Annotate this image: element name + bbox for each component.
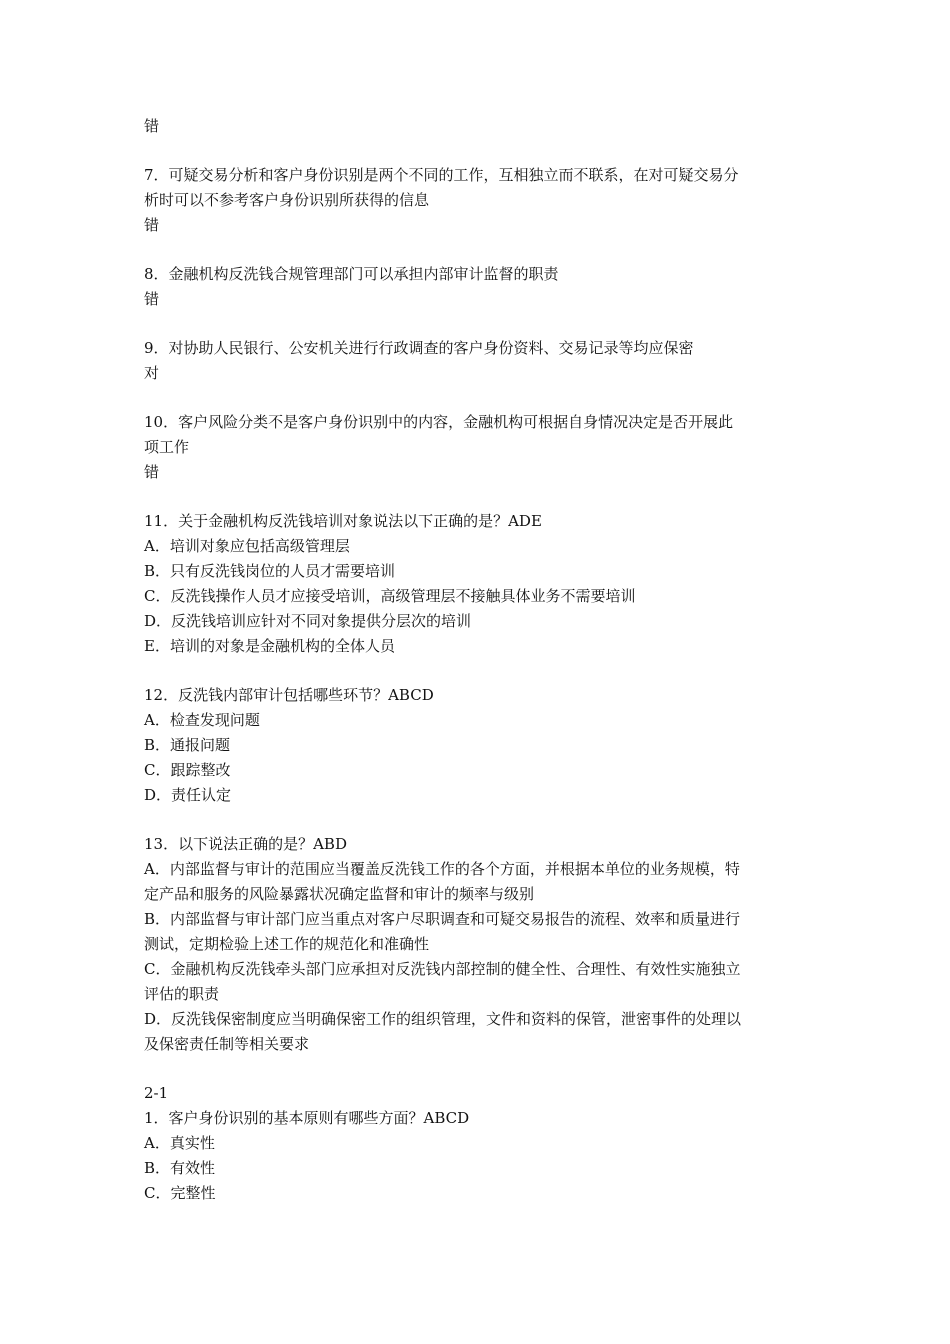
question-text: 11．关于金融机构反洗钱培训对象说法以下正确的是？ADE	[144, 512, 542, 530]
option-b: B．内部监督与审计部门应当重点对客户尽职调查和可疑交易报告的流程、效率和质量进行	[144, 910, 741, 928]
option-d: D．责任认定	[144, 786, 232, 804]
option-b: B．通报问题	[144, 736, 231, 754]
answer-block	[144, 114, 812, 139]
option-a: A．内部监督与审计的范围应当覆盖反洗钱工作的各个方面，并根据本单位的业务规模，特	[144, 860, 740, 878]
question-text: 9．对协助人民银行、公安机关进行行政调查的客户身份资料、交易记录等均应保密	[144, 339, 694, 357]
option-c-continued: 评估的职责	[144, 985, 220, 1003]
option-d: D．反洗钱保密制度应当明确保密工作的组织管理，文件和资料的保管，泄密事件的处理以	[144, 1010, 742, 1028]
answer-text: 错	[144, 463, 160, 481]
question-text: 10．客户风险分类不是客户身份识别中的内容，金融机构可根据自身情况决定是否开展此	[144, 413, 734, 431]
answer-text: 对	[144, 364, 160, 382]
option-b-continued: 测试，定期检验上述工作的规范化和准确性	[144, 935, 430, 953]
answer-text: 错	[144, 290, 160, 308]
option-b: B．只有反洗钱岗位的人员才需要培训	[144, 562, 396, 580]
option-c: C．金融机构反洗钱牵头部门应承担对反洗钱内部控制的健全性、合理性、有效性实施独立	[144, 960, 741, 978]
option-e: E．培训的对象是金融机构的全体人员	[144, 637, 395, 655]
question-9	[144, 336, 812, 386]
option-b: B．有效性	[144, 1159, 216, 1177]
question-10	[144, 410, 812, 485]
option-a-continued: 定产品和服务的风险暴露状况确定监督和审计的频率与级别	[144, 885, 535, 903]
question-12	[144, 683, 812, 808]
question-11	[144, 509, 812, 659]
section-2-1	[144, 1081, 812, 1206]
document-page	[144, 114, 812, 1206]
question-text: 项工作	[144, 438, 190, 456]
option-c: C．跟踪整改	[144, 761, 231, 779]
option-c: C．反洗钱操作人员才应接受培训，高级管理层不接触具体业务不需要培训	[144, 587, 636, 605]
question-text: 1．客户身份识别的基本原则有哪些方面？ABCD	[144, 1109, 470, 1127]
option-a: A．培训对象应包括高级管理层	[144, 537, 350, 555]
option-a: A．真实性	[144, 1134, 215, 1152]
question-text: 12．反洗钱内部审计包括哪些环节？ABCD	[144, 686, 434, 704]
answer-text: 错	[144, 117, 160, 135]
option-a: A．检查发现问题	[144, 711, 260, 729]
question-text: 7．可疑交易分析和客户身份识别是两个不同的工作，互相独立而不联系，在对可疑交易分	[144, 166, 739, 184]
question-text: 析时可以不参考客户身份识别所获得的信息	[144, 191, 430, 209]
option-c: C．完整性	[144, 1184, 216, 1202]
question-text: 8．金融机构反洗钱合规管理部门可以承担内部审计监督的职责	[144, 265, 559, 283]
answer-text: 错	[144, 216, 160, 234]
question-13	[144, 832, 812, 1057]
question-8	[144, 262, 812, 312]
section-heading: 2-1	[144, 1084, 169, 1102]
option-d-continued: 及保密责任制等相关要求	[144, 1035, 310, 1053]
option-d: D．反洗钱培训应针对不同对象提供分层次的培训	[144, 612, 472, 630]
question-text: 13．以下说法正确的是？ABD	[144, 835, 347, 853]
question-7	[144, 163, 812, 238]
